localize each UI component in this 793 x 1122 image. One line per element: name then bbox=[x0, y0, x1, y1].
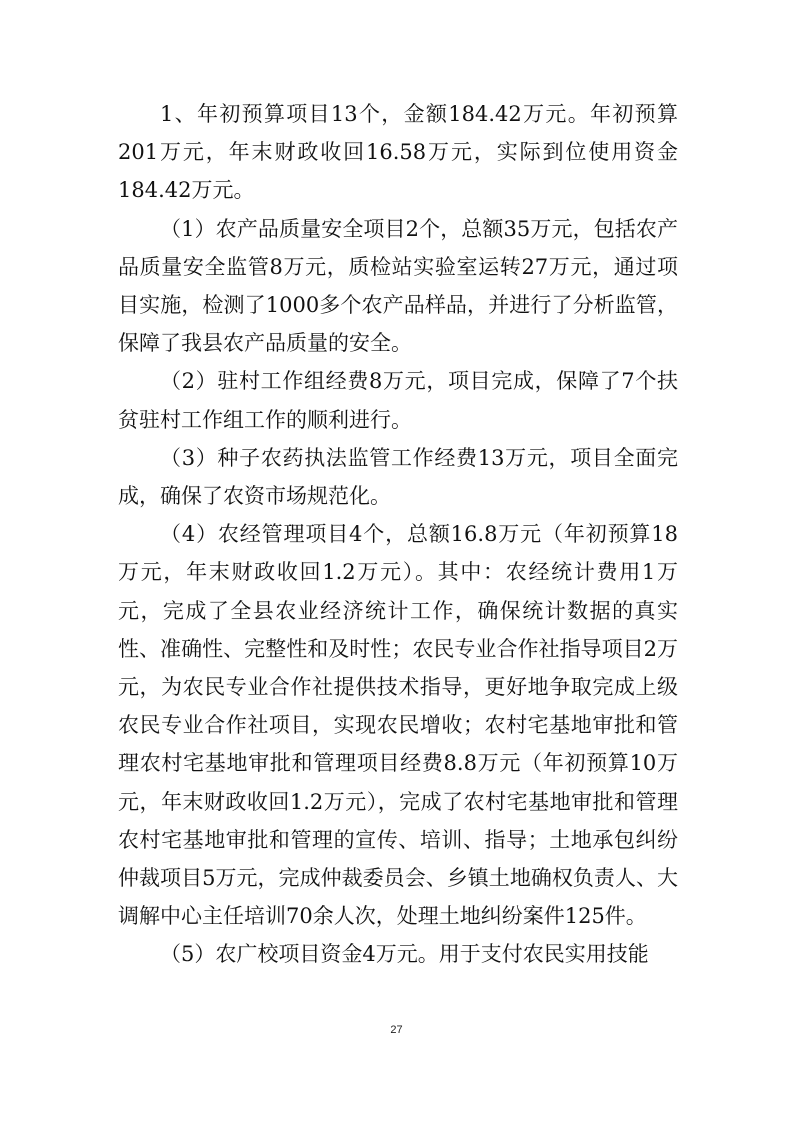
paragraph-seed-pesticide: （3）种子农药执法监管工作经费13万元，项目全面完成，确保了农资市场规范化。 bbox=[118, 445, 678, 509]
paragraph-farmer-school: （5）农广校项目资金4万元。用于支付农民实用技能 bbox=[160, 942, 649, 967]
paragraph-quality-safety: （1）农产品质量安全项目2个，总额35万元，包括农产品质量安全监管8万元，质检站实验室运转27万元，通过项目实施，检测了1000多个农产品样品，并进行了分析监管，保障了我县农产品质量的安全。 bbox=[118, 216, 678, 356]
document-body bbox=[118, 95, 678, 974]
paragraph-village-work-team: （2）驻村工作组经费8万元，项目完成，保障了7个扶贫驻村工作组工作的顺利进行。 bbox=[118, 369, 678, 432]
paragraph-budget-summary: 1、年初预算项目13个，金额184.42万元。年初预算201万元，年末财政收回16.58万元，实际到位使用资金184.42万元。 bbox=[118, 102, 678, 203]
page-number: 27 bbox=[390, 1024, 403, 1036]
paragraph-rural-economy: （4）农经管理项目4个，总额16.8万元（年初预算18万元，年末财政收回1.2万元）。其中：农经统计费用1万元，完成了全县农业经济统计工作，确保统计数据的真实性、准确性、完整性和及时性；农民专业合作社指导项目2万元，为农民专业合作社提供技术指导，更好地争取完成上级农民专业合作社项目，实现农民增收；农村宅基地审批和管理农村宅基地审批和管理项目经费8.8万元（年初预算10万元，年末财政收回1.2万元），完成了农村宅基地审批和管理农村宅基地审批和管理的宣传、培训、指导；土地承包纠纷仲裁项目5万元，完成仲裁委员会、乡镇土地确权负责人、大调解中心主任培训70余人次，处理土地纠纷案件125件。 bbox=[118, 522, 678, 929]
